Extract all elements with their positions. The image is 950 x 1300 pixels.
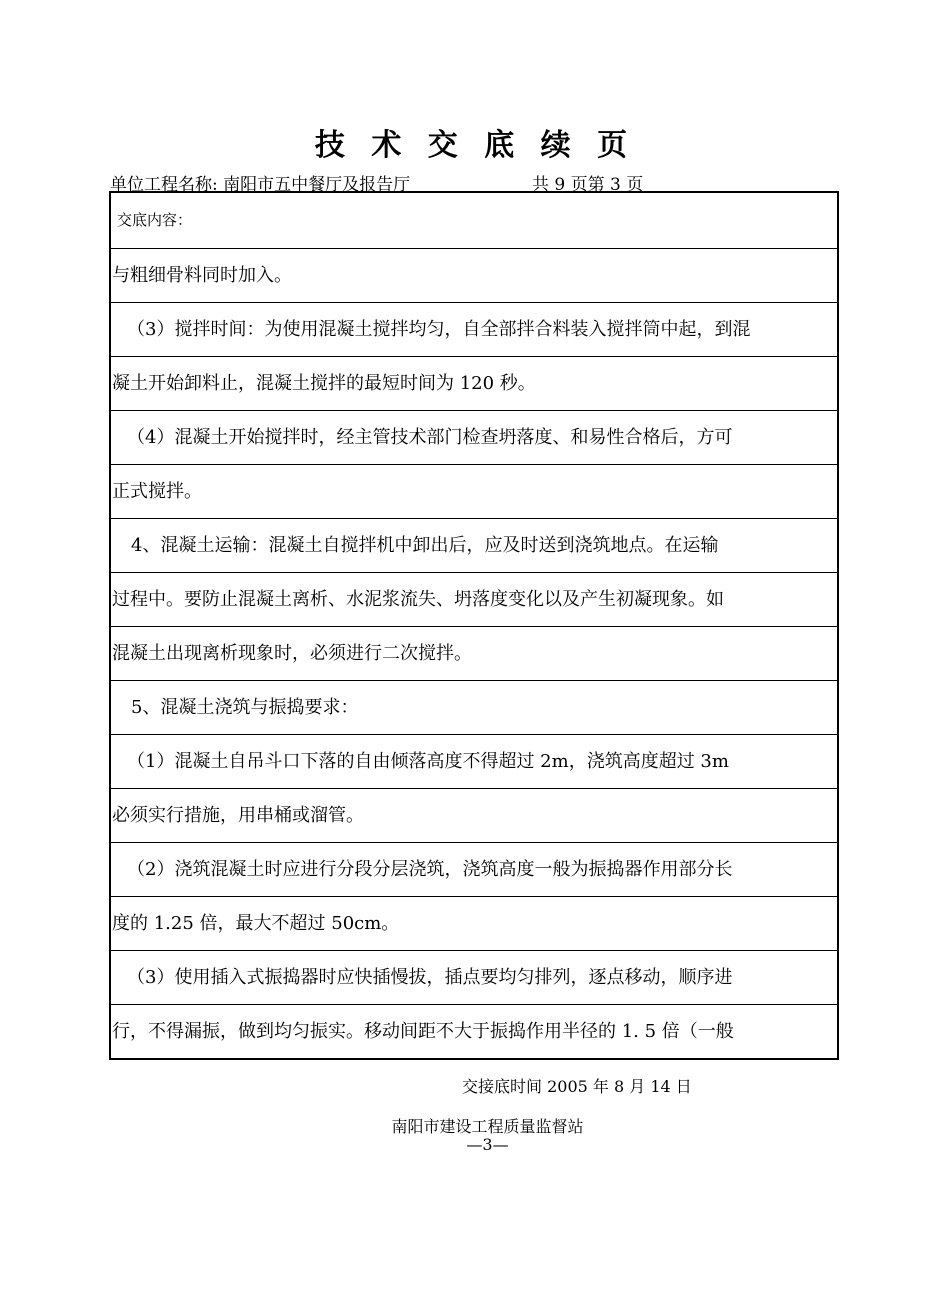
- content-line-2: （3）搅拌时间：为使用混凝土搅拌均匀，自全部拌合料装入搅拌筒中起，到混: [111, 302, 837, 356]
- content-heading: 交底内容：: [117, 211, 193, 229]
- page-number: —3—: [466, 1135, 509, 1154]
- handover-time: 交接底时间 2005 年 8 月 14 日: [462, 1077, 692, 1096]
- project-name: 单位工程名称: 南阳市五中餐厅及报告厅: [110, 175, 411, 195]
- content-line-1: 与粗细骨料同时加入。: [111, 248, 837, 302]
- content-line-12: （2）浇筑混凝土时应进行分段分层浇筑，浇筑高度一般为振捣器作用部分长: [111, 842, 837, 896]
- content-line-8: 混凝土出现离析现象时，必须进行二次搅拌。: [111, 626, 837, 680]
- organization-name: 南阳市建设工程质量监督站: [391, 1117, 584, 1136]
- content-line-11: 必须实行措施，用串桶或溜管。: [111, 788, 837, 842]
- content-line-7: 过程中。要防止混凝土离析、水泥浆流失、坍落度变化以及产生初凝现象。如: [111, 572, 837, 626]
- page-count: 共 9 页第 3 页: [532, 175, 644, 195]
- content-line-9: 5、混凝土浇筑与振捣要求：: [111, 680, 837, 734]
- content-line-14: （3）使用插入式振捣器时应快插慢拔，插点要均匀排列，逐点移动，顺序进: [111, 950, 837, 1004]
- content-line-6: 4、混凝土运输：混凝土自搅拌机中卸出后，应及时送到浇筑地点。在运输: [111, 518, 837, 572]
- content-line-15: 行，不得漏振，做到均匀振实。移动间距不大于振捣作用半径的 1. 5 倍（一般: [111, 1004, 837, 1058]
- disclosure-table: [109, 191, 839, 1060]
- content-line-3: 凝土开始卸料止，混凝土搅拌的最短时间为 120 秒。: [111, 356, 837, 410]
- content-line-10: （1）混凝土自吊斗口下落的自由倾落高度不得超过 2m，浇筑高度超过 3m: [111, 734, 837, 788]
- content-line-5: 正式搅拌。: [111, 464, 837, 518]
- content-line-13: 度的 1.25 倍，最大不超过 50cm。: [111, 896, 837, 950]
- content-line-4: （4）混凝土开始搅拌时，经主管技术部门检查坍落度、和易性合格后，方可: [111, 410, 837, 464]
- page-title: 技 术 交 底 续 页: [314, 128, 636, 163]
